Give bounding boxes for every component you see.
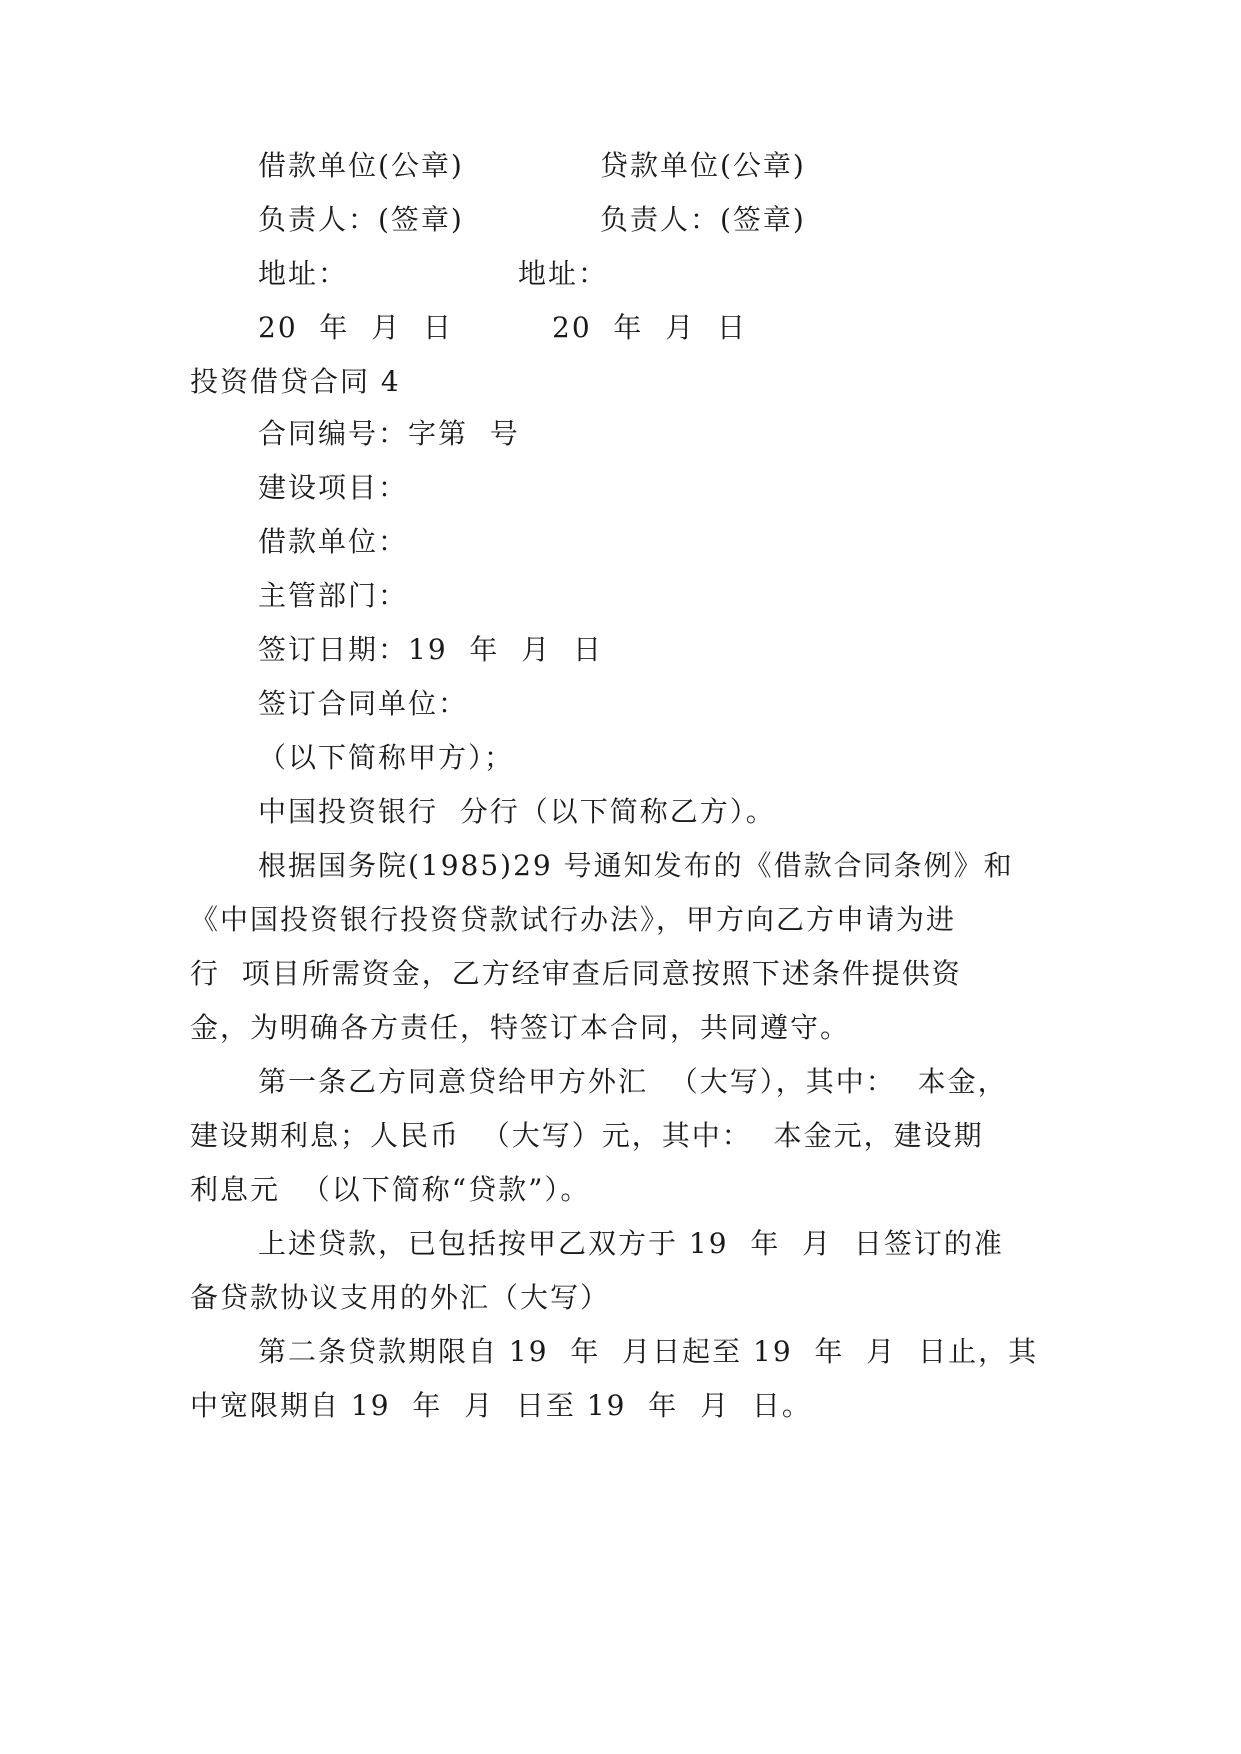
article-2-line: 第二条贷款期限自 19 年 月日起至 19 年 月 日止，其	[258, 1335, 1039, 1368]
article-1-note-line: 备贷款协议支用的外汇（大写）	[190, 1281, 611, 1314]
intro-paragraph-line: 行 项目所需资金，乙方经审查后同意按照下述条件提供资	[190, 957, 962, 990]
party-a: （以下简称甲方）；	[258, 741, 515, 774]
intro-paragraph-line: 《中国投资银行投资贷款试行办法》，甲方向乙方申请为进	[190, 903, 957, 936]
article-2-line: 中宽限期自 19 年 月 日至 19 年 月 日。	[190, 1389, 812, 1422]
article-1-line: 第一条乙方同意贷给甲方外汇 （大写），其中： 本金，	[258, 1065, 1008, 1098]
borrower-signer-label: 负责人：(签章)	[258, 203, 464, 236]
lender-signer-label: 负责人：(签章)	[600, 203, 806, 236]
article-1-line: 利息元 （以下简称“贷款”）。	[190, 1173, 591, 1206]
contract-title: 投资借贷合同 4	[190, 365, 401, 398]
borrower-address-label: 地址：	[258, 257, 349, 290]
construction-project: 建设项目：	[258, 471, 409, 504]
lender-date-label: 20 年 月 日	[552, 311, 748, 344]
article-1-line: 建设期利息；人民币 （大写）元，其中： 本金元，建设期	[190, 1119, 984, 1152]
borrower-date-label: 20 年 月 日	[258, 311, 454, 344]
party-b: 中国投资银行 分行（以下简称乙方）。	[258, 795, 776, 828]
contract-number: 合同编号：字第 号	[258, 417, 520, 450]
intro-paragraph-line: 根据国务院(1985)29 号通知发布的《借款合同条例》和	[258, 849, 1014, 882]
signing-date: 签订日期：19 年 月 日	[258, 633, 604, 666]
contracting-parties-label: 签订合同单位：	[258, 687, 469, 720]
supervising-department: 主管部门：	[258, 579, 409, 612]
borrower-unit: 借款单位：	[258, 525, 409, 558]
intro-paragraph-line: 金，为明确各方责任，特签订本合同，共同遵守。	[190, 1011, 851, 1044]
article-1-note-line: 上述贷款，已包括按甲乙双方于 19 年 月 日签订的准	[258, 1227, 1004, 1260]
lender-address-label: 地址：	[518, 257, 609, 290]
borrower-seal-label: 借款单位(公章)	[258, 149, 464, 182]
lender-seal-label: 贷款单位(公章)	[600, 149, 806, 182]
